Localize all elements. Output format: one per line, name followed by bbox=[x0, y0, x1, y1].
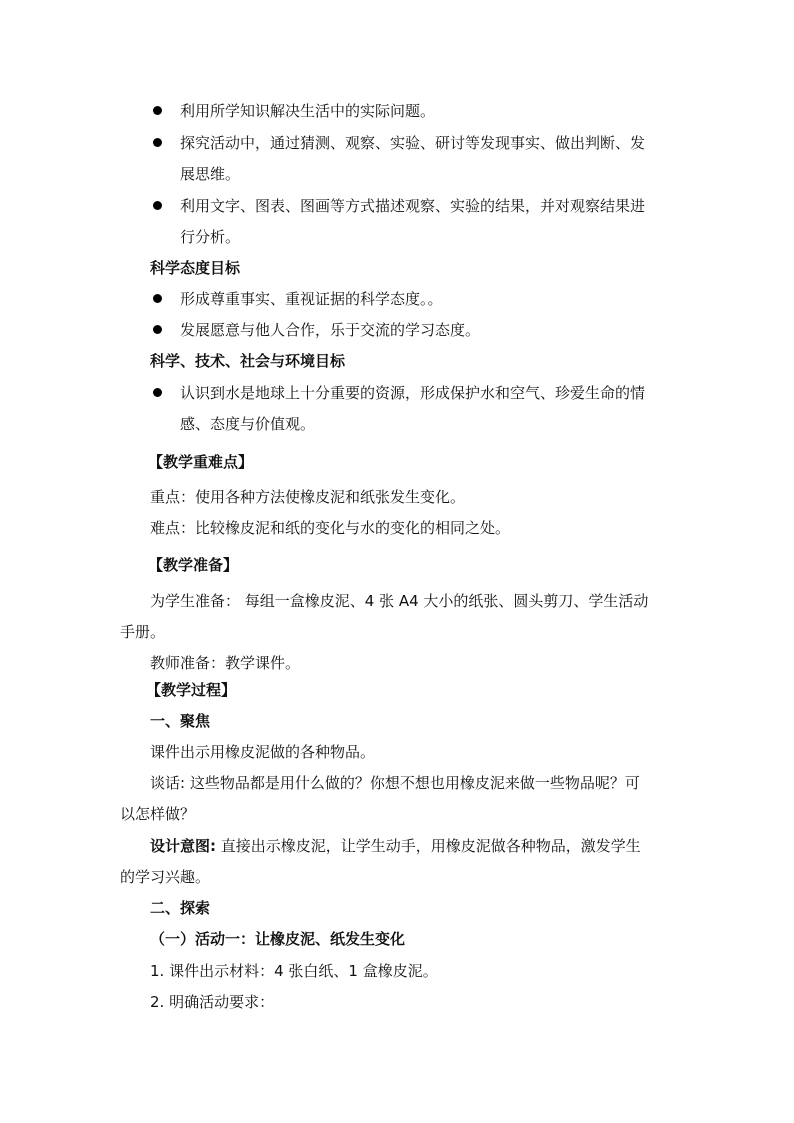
attitude-heading: 科学态度目标 bbox=[150, 259, 241, 277]
objective-bullet-2: 探究活动中，通过猜测、观察、实验、研讨等发现事实、做出判断、发 bbox=[180, 134, 646, 152]
focus-heading: 一、聚焦 bbox=[150, 712, 211, 730]
bullet-icon bbox=[153, 138, 162, 147]
talk-line-cont: 以怎样做？ bbox=[120, 805, 196, 823]
design-intent-text: 直接出示橡皮泥，让学生动手，用橡皮泥做各种物品，激发学生 bbox=[216, 837, 641, 855]
process-heading: 【教学过程】 bbox=[146, 681, 237, 699]
design-intent bbox=[150, 836, 641, 856]
bullet-icon bbox=[153, 294, 162, 303]
bullet-icon bbox=[153, 388, 162, 397]
key-points-heading: 【教学重难点】 bbox=[148, 453, 254, 471]
talk-line: 谈话: 这些物品都是用什么做的？你想不想也用橡皮泥来做一些物品呢？可 bbox=[150, 774, 640, 792]
stse-bullet-1-cont: 感、态度与价值观。 bbox=[180, 415, 316, 433]
objective-bullet-3-cont: 行分析。 bbox=[180, 228, 241, 246]
attitude-bullet-1: 形成尊重事实、重视证据的科学态度。。 bbox=[180, 290, 443, 308]
step-2: 2. 明确活动要求： bbox=[150, 993, 275, 1011]
stse-bullet-1: 认识到水是地球上十分重要的资源，形成保护水和空气、珍爱生命的情 bbox=[180, 384, 646, 402]
difficult-point: 难点：比较橡皮泥和纸的变化与水的变化的相同之处。 bbox=[150, 519, 511, 537]
step-1: 1. 课件出示材料：4 张白纸、1 盒橡皮泥。 bbox=[150, 962, 438, 980]
design-intent-label: 设计意图: bbox=[150, 837, 216, 855]
student-preparation-cont: 手册。 bbox=[120, 623, 166, 641]
design-intent-cont: 的学习兴趣。 bbox=[120, 868, 211, 886]
bullet-icon bbox=[153, 106, 162, 115]
focus-line: 课件出示用橡皮泥做的各种物品。 bbox=[150, 743, 376, 761]
objective-bullet-2-cont: 展思维。 bbox=[180, 165, 241, 183]
student-preparation: 为学生准备： 每组一盒橡皮泥、4 张 A4 大小的纸张、圆头剪刀、学生活动 bbox=[150, 592, 649, 610]
objective-bullet-3: 利用文字、图表、图画等方式描述观察、实验的结果，并对观察结果进 bbox=[180, 197, 646, 215]
stse-heading: 科学、技术、社会与环境目标 bbox=[150, 352, 346, 370]
objective-bullet-1: 利用所学知识解决生活中的实际问题。 bbox=[180, 102, 436, 120]
teacher-preparation: 教师准备：教学课件。 bbox=[150, 654, 301, 672]
bullet-icon bbox=[153, 325, 162, 334]
explore-heading: 二、探索 bbox=[150, 899, 211, 917]
bullet-icon bbox=[153, 201, 162, 210]
preparation-heading: 【教学准备】 bbox=[148, 556, 239, 574]
attitude-bullet-2: 发展愿意与他人合作，乐于交流的学习态度。 bbox=[180, 321, 481, 339]
activity-heading: （一）活动一：让橡皮泥、纸发生变化 bbox=[150, 930, 406, 948]
key-point: 重点：使用各种方法使橡皮泥和纸张发生变化。 bbox=[150, 488, 466, 506]
